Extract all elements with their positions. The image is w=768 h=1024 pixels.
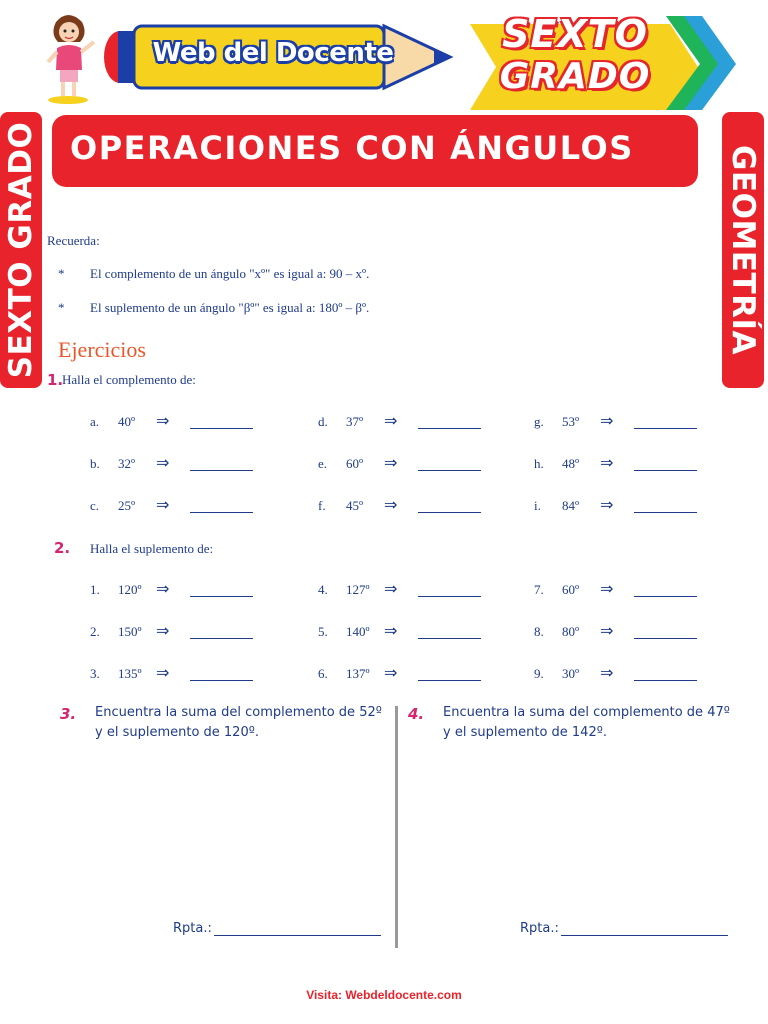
- badge-grado-text: GRADO: [499, 56, 651, 97]
- answer-blank[interactable]: [190, 596, 253, 597]
- implies-arrow-icon: ⇒: [156, 495, 170, 514]
- answer-blank[interactable]: [190, 638, 253, 639]
- item-angle-value: 120º: [118, 582, 142, 597]
- item-label: 1.: [90, 582, 100, 597]
- item-angle-value: 137º: [346, 666, 370, 681]
- reminder-supplement: El suplemento de un ángulo "βº" es igual a: 180º – βº.: [90, 300, 370, 315]
- reminder-complement: El complemento de un ángulo "xº" es igual a: 90 – xº.: [90, 266, 370, 281]
- side-grade-label: SEXTO GRADO: [3, 121, 39, 379]
- item-label: d.: [318, 414, 328, 429]
- answer-blank[interactable]: [634, 470, 697, 471]
- answer-blank[interactable]: [418, 680, 481, 681]
- item-label: 9.: [534, 666, 544, 681]
- exercise-2-number: 2.: [54, 539, 71, 557]
- badge-sexto-text: SEXTO: [502, 12, 648, 56]
- implies-arrow-icon: ⇒: [156, 579, 170, 598]
- item-angle-value: 30º: [562, 666, 580, 681]
- problem-4-answer-label: Rpta.:: [520, 921, 559, 936]
- item-angle-value: 127º: [346, 582, 370, 597]
- exercise-1-instruction: Halla el complemento de:: [62, 372, 196, 387]
- answer-blank[interactable]: [190, 470, 253, 471]
- implies-arrow-icon: ⇒: [600, 495, 614, 514]
- problem-4-number: 4.: [408, 705, 425, 723]
- item-label: 2.: [90, 624, 100, 639]
- implies-arrow-icon: ⇒: [156, 411, 170, 430]
- item-label: b.: [90, 456, 100, 471]
- implies-arrow-icon: ⇒: [156, 663, 170, 682]
- answer-blank[interactable]: [634, 512, 697, 513]
- implies-arrow-icon: ⇒: [384, 411, 398, 430]
- item-angle-value: 84º: [562, 498, 580, 513]
- problem-3-answer-label: Rpta.:: [173, 921, 212, 936]
- problem-3-text: Encuentra la suma del complemento de 52º y el suplemento de 120º.: [95, 705, 382, 740]
- item-label: 5.: [318, 624, 328, 639]
- item-angle-value: 135º: [118, 666, 142, 681]
- item-angle-value: 32º: [118, 456, 136, 471]
- column-divider: [395, 706, 398, 948]
- implies-arrow-icon: ⇒: [600, 411, 614, 430]
- problem-4-answer-line[interactable]: [561, 935, 728, 936]
- bullet-marker: *: [58, 266, 65, 281]
- implies-arrow-icon: ⇒: [384, 495, 398, 514]
- item-angle-value: 140º: [346, 624, 370, 639]
- item-angle-value: 40º: [118, 414, 136, 429]
- problem-3-number: 3.: [60, 705, 77, 723]
- answer-blank[interactable]: [418, 638, 481, 639]
- logo-text: Web del Docente: [152, 38, 394, 68]
- item-angle-value: 25º: [118, 498, 136, 513]
- problem-4-text: Encuentra la suma del complemento de 47º y el suplemento de 142º.: [443, 705, 730, 740]
- answer-blank[interactable]: [418, 428, 481, 429]
- reminder-label: Recuerda:: [47, 233, 100, 248]
- item-label: 3.: [90, 666, 100, 681]
- answer-blank[interactable]: [634, 638, 697, 639]
- item-label: f.: [318, 498, 326, 513]
- implies-arrow-icon: ⇒: [600, 621, 614, 640]
- side-bar-subject: [722, 112, 764, 388]
- footer-visit-link[interactable]: Visita: Webdeldocente.com: [306, 988, 462, 1002]
- item-label: 8.: [534, 624, 544, 639]
- item-label: e.: [318, 456, 328, 471]
- exercise-2-instruction: Halla el suplemento de:: [90, 541, 214, 556]
- problem-3-answer-line[interactable]: [214, 935, 381, 936]
- item-angle-value: 60º: [346, 456, 364, 471]
- item-label: i.: [534, 498, 541, 513]
- item-label: a.: [90, 414, 100, 429]
- answer-blank[interactable]: [418, 512, 481, 513]
- answer-blank[interactable]: [418, 596, 481, 597]
- implies-arrow-icon: ⇒: [384, 579, 398, 598]
- header: [0, 0, 768, 110]
- page-title: OPERACIONES CON ÁNGULOS: [70, 129, 634, 167]
- item-angle-value: 45º: [346, 498, 364, 513]
- answer-blank[interactable]: [634, 596, 697, 597]
- item-label: 7.: [534, 582, 544, 597]
- title-banner: [52, 115, 698, 187]
- item-angle-value: 48º: [562, 456, 580, 471]
- answer-blank[interactable]: [190, 680, 253, 681]
- answer-blank[interactable]: [190, 512, 253, 513]
- item-label: c.: [90, 498, 100, 513]
- bullet-marker: *: [58, 300, 65, 315]
- implies-arrow-icon: ⇒: [600, 453, 614, 472]
- implies-arrow-icon: ⇒: [156, 621, 170, 640]
- answer-blank[interactable]: [634, 428, 697, 429]
- implies-arrow-icon: ⇒: [156, 453, 170, 472]
- item-label: g.: [534, 414, 544, 429]
- answer-blank[interactable]: [190, 428, 253, 429]
- side-subject-label: GEOMETRÍA: [725, 144, 761, 356]
- item-angle-value: 60º: [562, 582, 580, 597]
- item-label: 6.: [318, 666, 328, 681]
- answer-blank[interactable]: [634, 680, 697, 681]
- implies-arrow-icon: ⇒: [384, 453, 398, 472]
- teacher-mascot-icon: [42, 12, 100, 104]
- implies-arrow-icon: ⇒: [600, 663, 614, 682]
- item-angle-value: 150º: [118, 624, 142, 639]
- item-angle-value: 80º: [562, 624, 580, 639]
- implies-arrow-icon: ⇒: [384, 663, 398, 682]
- exercise-1-number: 1.: [47, 371, 64, 389]
- item-label: h.: [534, 456, 544, 471]
- implies-arrow-icon: ⇒: [600, 579, 614, 598]
- exercises-heading: Ejercicios: [58, 337, 146, 362]
- item-angle-value: 53º: [562, 414, 580, 429]
- answer-blank[interactable]: [418, 470, 481, 471]
- side-bar-grade: [0, 112, 42, 388]
- item-label: 4.: [318, 582, 328, 597]
- implies-arrow-icon: ⇒: [384, 621, 398, 640]
- item-angle-value: 37º: [346, 414, 364, 429]
